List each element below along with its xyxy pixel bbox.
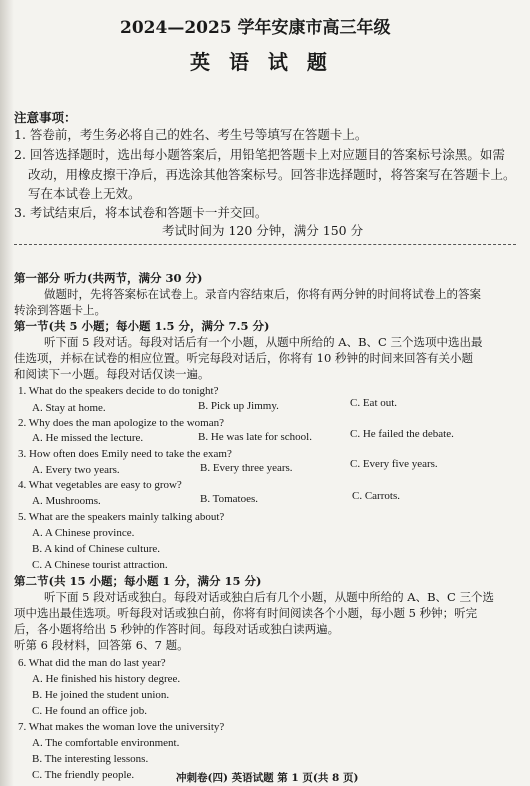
q5-option-c: C. A Chinese tourist attraction. xyxy=(32,559,168,571)
page-shadow xyxy=(0,0,14,786)
q6-option-a: A. He finished his history degree. xyxy=(32,673,181,685)
exam-time: 考试时间为 120 分钟，满分 150 分 xyxy=(162,223,364,238)
notice-item-2-line-2: 改动，用橡皮擦干净后，再选涂其他答案标号。回答非选择题时，将答案写在答题卡上。 xyxy=(28,167,516,182)
exam-title: 2024—2025 学年安康市高三年级 xyxy=(120,18,391,38)
notice-item-3: 3. 考试结束后，将本试卷和答题卡一并交回。 xyxy=(14,205,268,220)
section2-intro-line-1: 听下面 5 段对话或独白。每段对话或独白后有几个小题，从题中所给的 A、B、C 三个选 xyxy=(44,590,494,604)
question-6: 6. What did the man do last year? xyxy=(18,657,166,669)
q6-option-c: C. He found an office job. xyxy=(32,705,147,717)
notice-heading: 注意事项： xyxy=(14,110,77,125)
section1-intro-line-3: 和阅读下一小题。每段对话仅读一遍。 xyxy=(14,367,210,381)
question-4: 4. What vegetables are easy to grow? xyxy=(18,479,182,491)
section2-intro-line-3: 后，各小题将给出 5 秒钟的作答时间。每段对话或独白读两遍。 xyxy=(14,622,340,636)
q4-option-c: C. Carrots. xyxy=(352,490,400,502)
page-footer: 冲刺卷(四) 英语试题 第 1 页(共 8 页) xyxy=(176,772,359,784)
q1-option-a: A. Stay at home. xyxy=(32,402,106,414)
q4-option-b: B. Tomatoes. xyxy=(200,493,258,505)
section2-intro-line-2: 项中选出最佳选项。听每段对话或独白前，你将有时间阅读各个小题，每小题 5 秒钟；听完 xyxy=(14,606,478,620)
q3-option-b: B. Every three years. xyxy=(200,462,293,474)
question-2: 2. Why does the man apologize to the woman? xyxy=(18,417,224,429)
question-1: 1. What do the speakers decide to do tonight? xyxy=(18,385,219,397)
q6-option-b: B. He joined the student union. xyxy=(32,689,170,701)
question-5: 5. What are the speakers mainly talking about? xyxy=(18,511,225,523)
q3-option-c: C. Every five years. xyxy=(350,458,438,470)
q1-option-b: B. Pick up Jimmy. xyxy=(198,400,279,412)
section1-intro-line-1: 听下面 5 段对话。每段对话后有一个小题，从题中所给的 A、B、C 三个选项中选出最 xyxy=(44,335,483,349)
q7-option-b: B. The interesting lessons. xyxy=(32,753,149,765)
q5-option-b: B. A kind of Chinese culture. xyxy=(32,543,161,555)
material-6-note: 听第 6 段材料，回答第 6、7 题。 xyxy=(14,638,189,652)
q1-option-c: C. Eat out. xyxy=(350,397,398,409)
section1-heading: 第一节(共 5 小题；每小题 1.5 分，满分 7.5 分) xyxy=(14,319,270,333)
q5-option-a: A. A Chinese province. xyxy=(32,527,135,539)
part1-intro-line-1: 做题时，先将答案标在试卷上。录音内容结束后，你将有两分钟的时间将试卷上的答案 xyxy=(44,287,481,301)
notice-item-2-line-3: 写在本试卷上无效。 xyxy=(28,186,141,201)
section2-heading: 第二节(共 15 小题；每小题 1 分，满分 15 分) xyxy=(14,574,262,588)
divider xyxy=(14,244,516,245)
q7-option-c: C. The friendly people. xyxy=(32,769,135,781)
q2-option-c: C. He failed the debate. xyxy=(350,428,454,440)
notice-item-2-line-1: 2. 回答选择题时，选出每小题答案后，用铅笔把答题卡上对应题目的答案标号涂黑。如需 xyxy=(14,147,505,162)
q7-option-a: A. The comfortable environment. xyxy=(32,737,180,749)
q4-option-a: A. Mushrooms. xyxy=(32,495,101,507)
part1-intro-line-2: 转涂到答题卡上。 xyxy=(14,303,106,317)
section1-intro-line-2: 佳选项，并标在试卷的相应位置。听完每段对话后，你将有 10 秒钟的时间来回答有关小题 xyxy=(14,351,473,365)
q2-option-b: B. He was late for school. xyxy=(198,431,312,443)
question-7: 7. What makes the woman love the university? xyxy=(18,721,225,733)
notice-item-1: 1. 答卷前，考生务必将自己的姓名、考生号等填写在答题卡上。 xyxy=(14,127,368,142)
part1-heading: 第一部分 听力(共两节，满分 30 分) xyxy=(14,271,203,285)
exam-subtitle: 英 语 试 题 xyxy=(190,50,333,74)
q3-option-a: A. Every two years. xyxy=(32,464,120,476)
q2-option-a: A. He missed the lecture. xyxy=(32,432,144,444)
question-3: 3. How often does Emily need to take the exam? xyxy=(18,448,232,460)
